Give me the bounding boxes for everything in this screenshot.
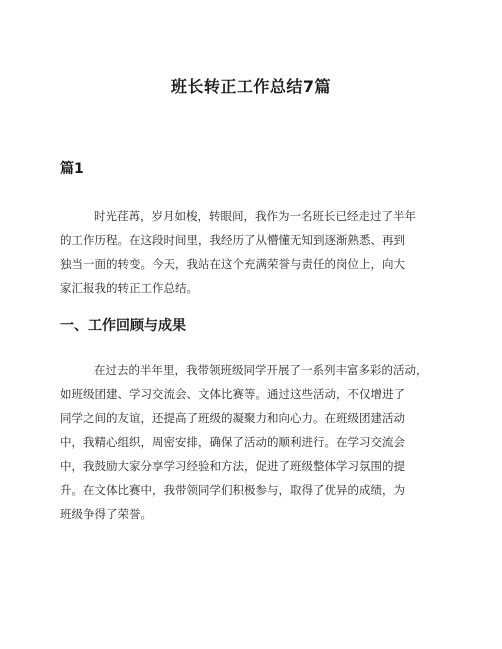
- paragraph-line: 中，我鼓励大家分享学习经验和方法，促进了班级整体学习氛围的提: [60, 459, 405, 473]
- paragraph-line: 班级争得了荣誉。: [60, 507, 152, 521]
- paragraph-line: 如班级团建、学习交流会、文体比赛等。通过这些活动，不仅增进了: [60, 387, 405, 401]
- paragraph-line: 在过去的半年里，我带领班级同学开展了一系列丰富多彩的活动，: [94, 363, 428, 377]
- paragraph-line: 升。在文体比赛中，我带领同学们积极参与，取得了优异的成绩，为: [60, 483, 405, 497]
- document-title: 班长转正工作总结7篇: [170, 77, 332, 96]
- paragraph-line: 时光荏苒，岁月如梭，转眼间，我作为一名班长已经走过了半年: [94, 209, 416, 223]
- subsection-heading-1: 一、工作回顾与成果: [60, 318, 186, 334]
- paragraph-line: 的工作历程。在这段时间里，我经历了从懵懂无知到逐渐熟悉、再到: [60, 233, 405, 247]
- paragraph-line: 同学之间的友谊，还提高了班级的凝聚力和向心力。在班级团建活动: [60, 411, 405, 425]
- section-heading-1: 篇1: [60, 161, 84, 177]
- paragraph-line: 中，我精心组织，周密安排，确保了活动的顺利进行。在学习交流会: [60, 435, 405, 449]
- paragraph-line: 家汇报我的转正工作总结。: [60, 281, 198, 295]
- paragraph-line: 独当一面的转变。今天，我站在这个充满荣誉与责任的岗位上，向大: [60, 257, 405, 271]
